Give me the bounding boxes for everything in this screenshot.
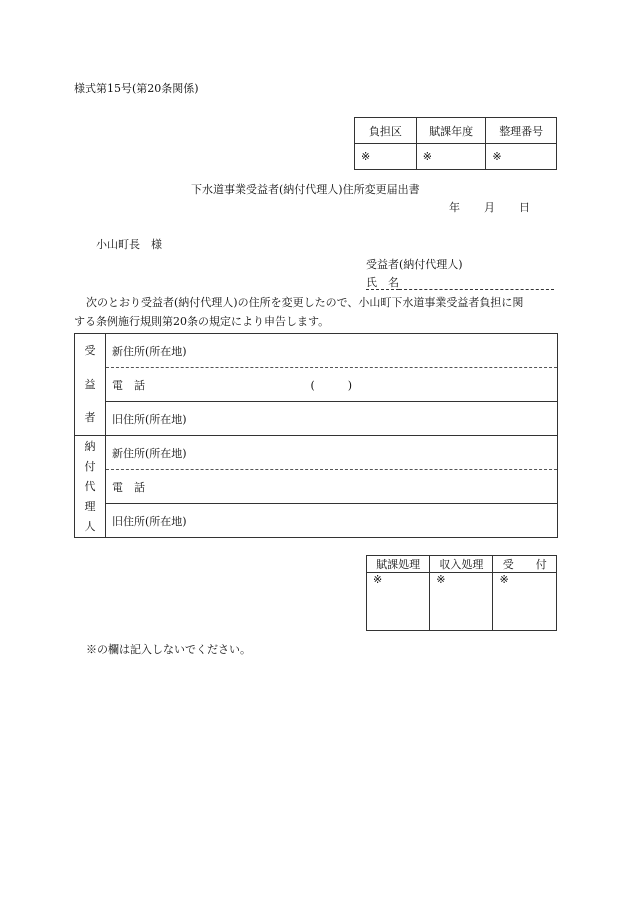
body-text-2: する条例施行規則第20条の規定により申告します。 (74, 315, 330, 328)
beneficiary-old-address-label: 旧住所(所在地) (112, 412, 187, 426)
name-label: 氏 名 (366, 276, 399, 289)
agent-side-char-4: 理 (84, 499, 96, 513)
office-use-table (354, 117, 557, 170)
agent-old-address-label: 旧住所(所在地) (112, 514, 187, 528)
form-id: 様式第15号(第20条関係) (74, 82, 199, 95)
agent-phone-label: 電 話 (112, 480, 145, 494)
addressee: 小山町長 様 (96, 238, 162, 251)
date-year: 年 (449, 201, 460, 214)
beneficiary-side-3: 者 (75, 402, 106, 436)
body-text-1: 次のとおり受益者(納付代理人)の住所を変更したので、小山町下水道事業受益者負担に関 (86, 296, 524, 309)
agent-side-char-3: 代 (84, 479, 96, 493)
name-input-line[interactable] (399, 278, 554, 290)
agent-side-label (75, 436, 106, 538)
footnote: ※の欄は記入しないでください。 (86, 643, 251, 656)
beneficiary-old-address[interactable] (106, 402, 558, 436)
beneficiary-phone-paren: ( ) (310, 378, 353, 392)
beneficiary-phone[interactable] (106, 368, 558, 402)
processing-header-levy: 賦課処理 (367, 556, 430, 573)
applicant-label: 受益者(納付代理人) (366, 258, 463, 271)
agent-old-address[interactable] (106, 504, 558, 538)
beneficiary-side-1: 受 (75, 334, 106, 368)
processing-table (366, 555, 557, 631)
processing-header-income: 収入処理 (430, 556, 493, 573)
processing-value-reception: ※ (493, 573, 557, 631)
agent-phone[interactable] (106, 470, 558, 504)
address-change-table (74, 333, 558, 538)
office-header-number: 整理番号 (486, 118, 557, 144)
name-line (366, 274, 554, 290)
processing-header-reception: 受 付 (493, 556, 557, 573)
agent-side-char-5: 人 (84, 519, 96, 533)
office-value-area: ※ (355, 144, 417, 170)
agent-new-address-label: 新住所(所在地) (112, 446, 187, 460)
beneficiary-new-address-label: 新住所(所在地) (112, 344, 187, 358)
processing-value-levy: ※ (367, 573, 430, 631)
beneficiary-side-2: 益 (75, 368, 106, 402)
agent-side-char-1: 納 (84, 439, 96, 453)
office-header-year: 賦課年度 (416, 118, 486, 144)
beneficiary-phone-label: 電 話 (112, 378, 145, 392)
date-month: 月 (484, 201, 495, 214)
office-value-year: ※ (416, 144, 486, 170)
beneficiary-new-address[interactable] (106, 334, 558, 368)
office-header-area: 負担区 (355, 118, 417, 144)
processing-value-income: ※ (430, 573, 493, 631)
office-value-number: ※ (486, 144, 557, 170)
form-title: 下水道事業受益者(納付代理人)住所変更届出書 (191, 183, 420, 196)
agent-new-address[interactable] (106, 436, 558, 470)
agent-side-char-2: 付 (84, 459, 96, 473)
date-day: 日 (519, 201, 530, 214)
